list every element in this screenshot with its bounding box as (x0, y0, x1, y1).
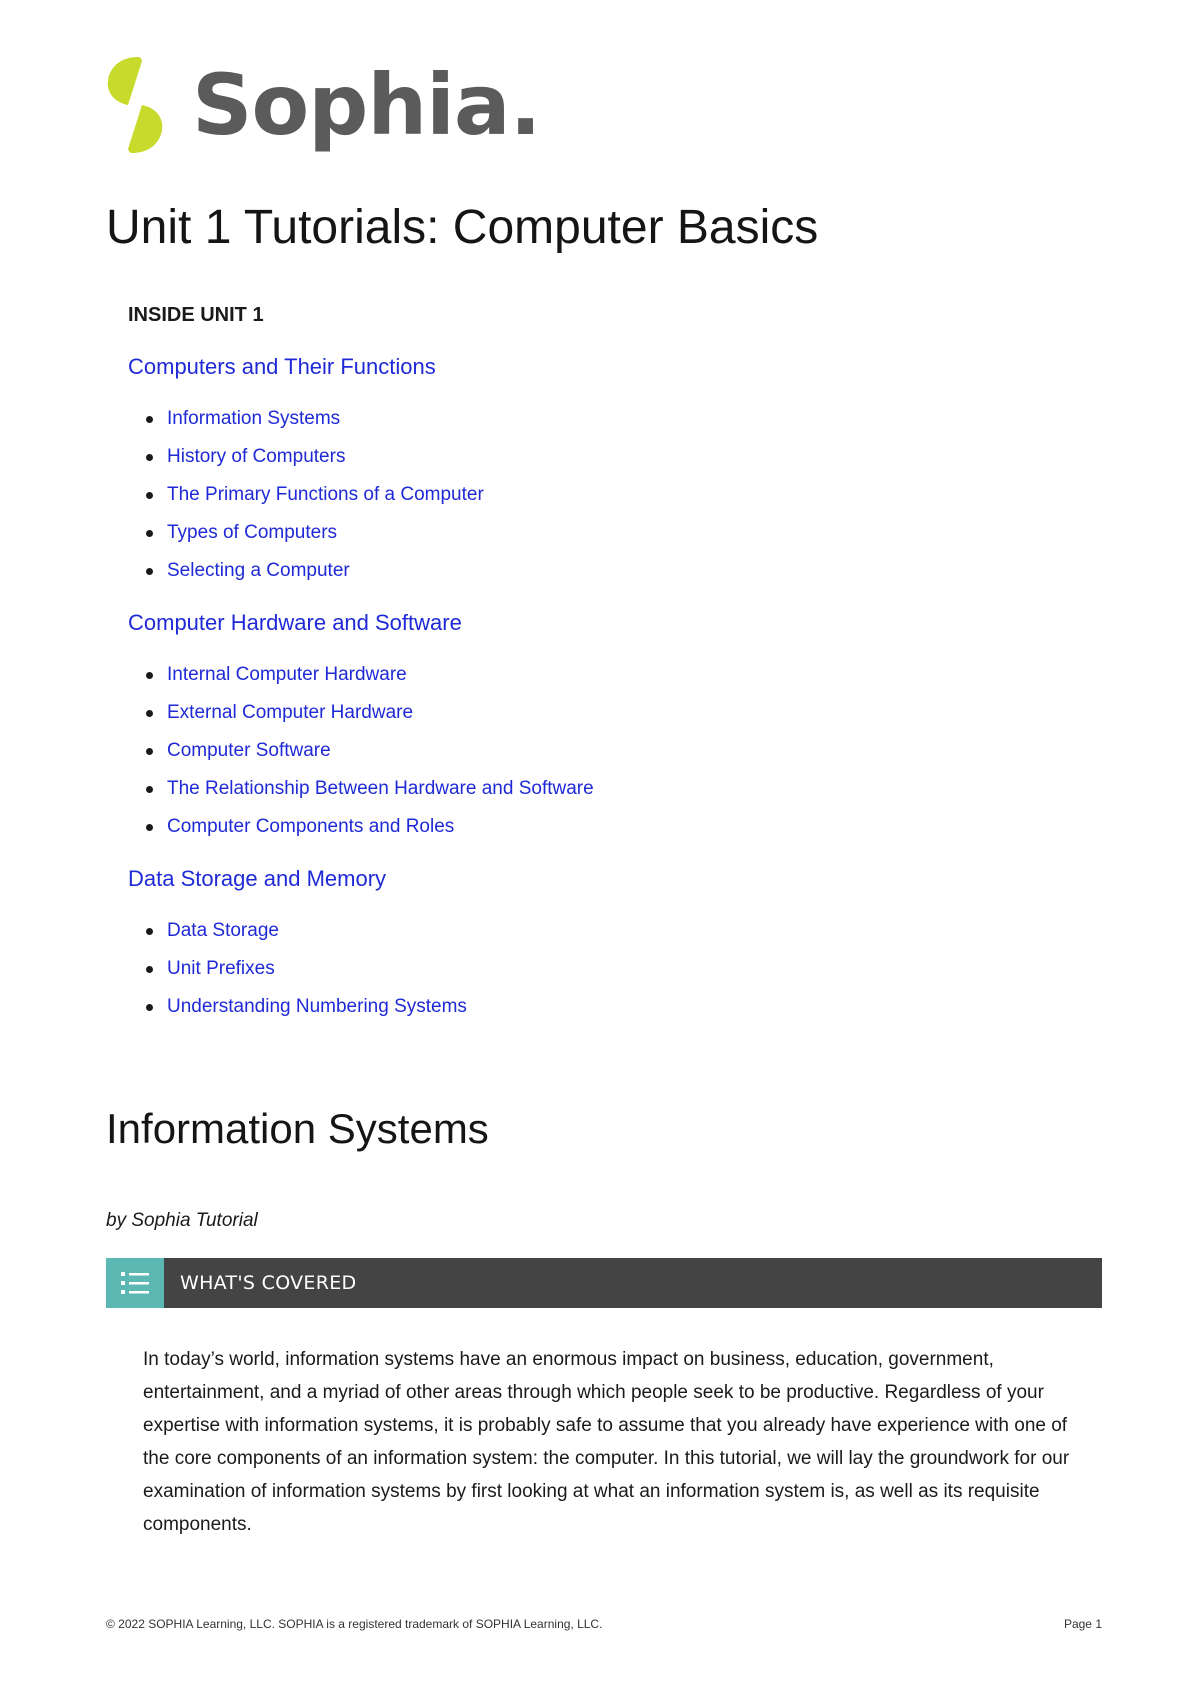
toc-link[interactable]: Internal Computer Hardware (128, 656, 1028, 694)
toc-list (128, 656, 1028, 846)
page-number: Page 1 (1063, 1617, 1102, 1631)
toc-section (128, 864, 1028, 1026)
toc-link[interactable]: Computer Software (128, 732, 1028, 770)
toc-link[interactable]: Unit Prefixes (128, 950, 1028, 988)
toc-section-heading[interactable]: Computer Hardware and Software (128, 610, 462, 635)
tutorial-title: Information Systems (106, 1105, 489, 1152)
page-footer (106, 1617, 1102, 1631)
toc-section (128, 608, 1028, 846)
sophia-logo (100, 55, 541, 155)
toc-section-heading[interactable]: Computers and Their Functions (128, 354, 436, 379)
toc-link[interactable]: Types of Computers (128, 514, 1028, 552)
toc-link[interactable]: Understanding Numbering Systems (128, 988, 1028, 1026)
toc-link[interactable]: History of Computers (128, 438, 1028, 476)
toc-link[interactable]: External Computer Hardware (128, 694, 1028, 732)
whats-covered-bar (106, 1258, 1102, 1308)
table-of-contents (128, 352, 1028, 1044)
sophia-wordmark: Sophia. (192, 56, 541, 154)
toc-link[interactable]: Information Systems (128, 400, 1028, 438)
toc-list (128, 400, 1028, 590)
toc-link[interactable]: The Primary Functions of a Computer (128, 476, 1028, 514)
toc-section (128, 352, 1028, 590)
toc-list (128, 912, 1028, 1026)
sophia-mark-icon (100, 55, 170, 155)
copyright-text: © 2022 SOPHIA Learning, LLC. SOPHIA is a registered trademark of SOPHIA Learning, LLC. (106, 1617, 603, 1631)
inside-unit-label: INSIDE UNIT 1 (128, 304, 264, 326)
toc-section-heading[interactable]: Data Storage and Memory (128, 866, 387, 891)
whats-covered-text: In today’s world, information systems have an enormous impact on business, education, government, entertainment, and a myriad of other areas through which people seek to be productive. Regardless of your expertise with information systems, it is probably safe to assume that you already have experience with one of the core components of an information system: the computer. In this tutorial, we will lay the groundwork for our examination of information systems by first looking at what an information system is, as well as its requisite components. (143, 1349, 1070, 1535)
toc-link[interactable]: Data Storage (128, 912, 1028, 950)
toc-link[interactable]: The Relationship Between Hardware and Software (128, 770, 1028, 808)
unit-title: Unit 1 Tutorials: Computer Basics (106, 201, 819, 254)
toc-link[interactable]: Computer Components and Roles (128, 808, 1028, 846)
whats-covered-label: WHAT'S COVERED (180, 1272, 357, 1294)
list-icon (106, 1258, 164, 1308)
tutorial-byline: by Sophia Tutorial (106, 1210, 258, 1231)
toc-link[interactable]: Selecting a Computer (128, 552, 1028, 590)
